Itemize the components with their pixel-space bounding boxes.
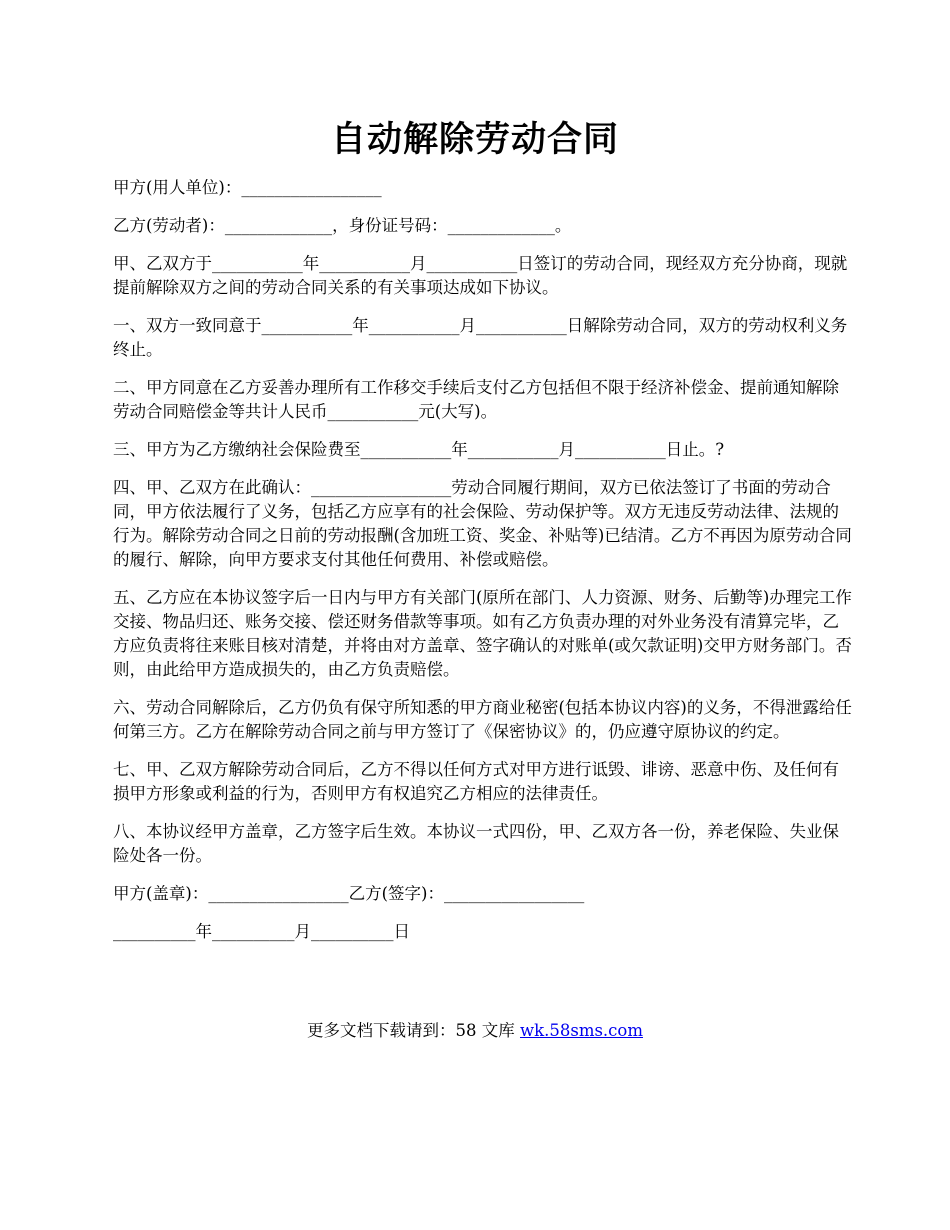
clause-7: 七、甲、乙双方解除劳动合同后，乙方不得以任何方式对甲方进行诋毁、诽谤、恶意中伤、及任何有损甲方形象或利益的行为，否则甲方有权追究乙方相应的法律责任。 — [113, 760, 839, 803]
footer-link[interactable]: wk.58sms.com — [519, 1021, 643, 1040]
preamble-paragraph: 甲、乙双方于___________年___________月___________日签订的劳动合同，现经双方充分协商，现就提前解除双方之间的劳动合同关系的有关事项达成如下协议。 — [113, 254, 848, 297]
footer-text: 更多文档下载请到：58 文库 — [306, 1021, 520, 1040]
clause-1: 一、双方一致同意于___________年___________月___________日解除劳动合同，双方的劳动权利义务终止。 — [113, 316, 848, 359]
clause-5: 五、乙方应在本协议签字后一日内与甲方有关部门(原所在部门、人力资源、财务、后勤等)办理完工作交接、物品归还、账务交接、偿还财务借款等事项。如有乙方负责办理的对外业务没有清算完毕，乙方应负责将往来账目核对清楚，并将由对方盖章、签字确认的对账单(或欠款证明)交甲方财务部门。否则，由此给甲方造成损失的，由乙方负责赔偿。 — [113, 588, 852, 679]
clause-6: 六、劳动合同解除后，乙方仍负有保守所知悉的甲方商业秘密(包括本协议内容)的义务，不得泄露给任何第三方。乙方在解除劳动合同之前与甲方签订了《保密协议》的，仍应遵守原协议的约定。 — [113, 698, 852, 741]
party-a-line: 甲方(用人单位)：_________________ — [113, 178, 382, 197]
footer — [0, 1017, 950, 1041]
clause-4: 四、甲、乙双方在此确认：_________________劳动合同履行期间，双方已依法签订了书面的劳动合同，甲方依法履行了义务，包括乙方应享有的社会保险、劳动保护等。双方无违反劳动法律、法规的行为。解除劳动合同之日前的劳动报酬(含加班工资、奖金、补贴等)已结清。乙方不再因为原劳动合同的履行、解除，向甲方要求支付其他任何费用、补偿或赔偿。 — [113, 478, 852, 569]
document-body — [113, 176, 855, 958]
date-line: __________年__________月__________日 — [113, 922, 410, 941]
signature-line: 甲方(盖章)：_________________乙方(签字)：_________________ — [113, 884, 585, 903]
clause-2: 二、甲方同意在乙方妥善办理所有工作移交手续后支付乙方包括但不限于经济补偿金、提前通知解除劳动合同赔偿金等共计人民币___________元(大写)。 — [113, 378, 839, 421]
clause-8: 八、本协议经甲方盖章，乙方签字后生效。本协议一式四份，甲、乙双方各一份，养老保险、失业保险处各一份。 — [113, 822, 839, 865]
clause-3: 三、甲方为乙方缴纳社会保险费至___________年___________月___________日止。? — [113, 440, 725, 459]
party-b-line: 乙方(劳动者)：_____________，身份证号码：_____________。 — [113, 216, 572, 235]
document-title: 自动解除劳动合同 — [330, 119, 619, 160]
